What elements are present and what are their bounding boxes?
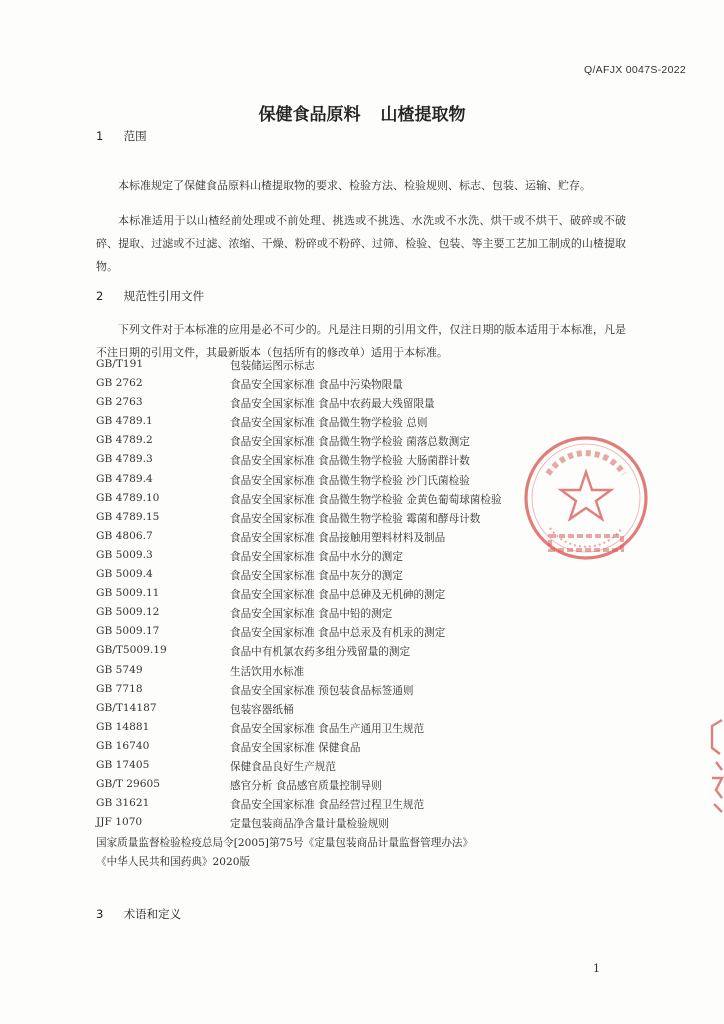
reference-code: GB 4789.10 xyxy=(96,491,160,504)
reference-code: GB 17405 xyxy=(96,758,150,771)
reference-row xyxy=(96,606,656,625)
reference-row xyxy=(96,740,656,759)
section-number: 2 xyxy=(96,289,104,303)
reference-code: GB 16740 xyxy=(96,739,150,752)
reference-row xyxy=(96,358,656,377)
scope-paragraph-2: 本标准适用于以山楂经前处理或不前处理、挑选或不挑选、水洗或不水洗、烘干或不烘干、破碎或不破碎、提取、过滤或不过滤、浓缩、干燥、粉碎或不粉碎、过筛、检验、包装、等主要工艺加工制成的山楂提取物。 xyxy=(96,214,626,273)
reference-title: 食品安全国家标准 预包装食品标签通则 xyxy=(230,684,414,697)
reference-title: 食品安全国家标准 食品中铅的测定 xyxy=(230,608,393,621)
reference-row xyxy=(96,721,656,740)
section-number: 3 xyxy=(96,907,104,921)
reference-title: 食品中有机氯农药多组分残留量的测定 xyxy=(230,646,411,659)
edge-seal-fragment xyxy=(702,718,724,816)
reference-title: 食品安全国家标准 食品中总砷及无机砷的测定 xyxy=(230,589,446,602)
reference-row xyxy=(96,816,656,835)
reference-row xyxy=(96,778,656,797)
reference-code: GB 5009.11 xyxy=(96,587,160,600)
reference-row xyxy=(96,568,656,587)
reference-code: GB/T191 xyxy=(96,358,144,370)
reference-row-extra xyxy=(96,835,656,854)
reference-code: GB 5009.3 xyxy=(96,548,153,561)
reference-code: GB 4806.7 xyxy=(96,529,153,542)
section-number: 1 xyxy=(96,129,104,143)
reference-title: 食品安全国家标准 食品生产通用卫生规范 xyxy=(230,722,425,735)
reference-code: GB 4789.15 xyxy=(96,510,160,523)
reference-code: GB 2763 xyxy=(96,396,143,409)
reference-code: GB 2762 xyxy=(96,377,143,390)
reference-code: GB 4789.3 xyxy=(96,453,153,466)
reference-row xyxy=(96,644,656,663)
reference-row xyxy=(96,625,656,644)
company-seal-stamp xyxy=(520,432,652,564)
reference-title: 食品安全国家标准 食品微生物学检验 大肠菌群计数 xyxy=(230,455,470,468)
section-title: 术语和定义 xyxy=(123,907,182,921)
document-title: 保健食品原料 山楂提取物 xyxy=(258,105,466,125)
reference-extra-text: 国家质量监督检验检疫总局令[2005]第75号《定量包装商品计量监督管理办法》 xyxy=(96,837,474,850)
scope-paragraph-1: 本标准规定了保健食品原料山楂提取物的要求、检验方法、检验规则、标志、包装、运输、贮存。 xyxy=(118,179,591,192)
reference-title: 食品安全国家标准 食品微生物学检验 沙门氏菌检验 xyxy=(230,474,470,487)
reference-title: 食品安全国家标准 食品中总汞及有机汞的测定 xyxy=(230,627,446,640)
normative-intro: 下列文件对于本标准的应用是必不可少的。凡是注日期的引用文件，仅注日期的版本适用于本标准，凡是不注日期的引用文件，其最新版本（包括所有的修改单）适用于本标准。 xyxy=(96,323,626,359)
reference-row-extra xyxy=(96,854,656,873)
reference-row xyxy=(96,702,656,721)
reference-title: 感官分析 食品感官质量控制导则 xyxy=(230,780,382,793)
reference-code: GB 5749 xyxy=(96,663,143,676)
section-heading-normative xyxy=(96,288,204,304)
reference-title: 包装储运图示标志 xyxy=(230,360,315,372)
reference-title: 食品安全国家标准 食品微生物学检验 霉菌和酵母计数 xyxy=(230,512,481,525)
reference-title: 包装容器纸桶 xyxy=(230,703,294,716)
reference-title: 食品安全国家标准 食品微生物学检验 金黄色葡萄球菌检验 xyxy=(230,493,502,506)
reference-code: GB 7718 xyxy=(96,682,143,695)
reference-extra-text: 《中华人民共和国药典》2020版 xyxy=(96,856,251,869)
page-number: 1 xyxy=(593,962,600,975)
reference-code: GB/T14187 xyxy=(96,701,157,714)
reference-title: 食品安全国家标准 保健食品 xyxy=(230,741,361,754)
reference-row xyxy=(96,759,656,778)
reference-code: GB 31621 xyxy=(96,797,150,810)
reference-title: 定量包装商品净含量计量检验规则 xyxy=(230,818,389,831)
reference-title: 食品安全国家标准 食品微生物学检验 菌落总数测定 xyxy=(230,436,470,449)
reference-code: JJF 1070 xyxy=(96,816,143,829)
reference-code: GB 4789.1 xyxy=(96,415,153,428)
section-heading-terms xyxy=(96,906,181,922)
section-title: 规范性引用文件 xyxy=(123,289,205,303)
reference-row xyxy=(96,683,656,702)
reference-title: 食品安全国家标准 食品微生物学检验 总则 xyxy=(230,417,428,430)
reference-code: GB 4789.2 xyxy=(96,434,153,447)
reference-title: 食品安全国家标准 食品中农药最大残留限量 xyxy=(230,398,435,411)
reference-title: 食品安全国家标准 食品经营过程卫生规范 xyxy=(230,799,425,812)
reference-code: GB 5009.12 xyxy=(96,606,160,619)
reference-title: 食品安全国家标准 食品中污染物限量 xyxy=(230,379,403,392)
reference-title: 保健食品良好生产规范 xyxy=(230,760,336,773)
reference-code: GB/T 29605 xyxy=(96,778,160,791)
reference-row xyxy=(96,377,656,396)
section-heading-scope xyxy=(96,128,147,144)
document-code: Q/AFJX 0047S-2022 xyxy=(584,64,686,76)
reference-row xyxy=(96,797,656,816)
reference-title: 食品安全国家标准 食品接触用塑料材料及制品 xyxy=(230,531,446,544)
reference-code: GB 4789.4 xyxy=(96,472,153,485)
reference-row xyxy=(96,396,656,415)
reference-title: 食品安全国家标准 食品中水分的测定 xyxy=(230,550,403,563)
reference-row xyxy=(96,664,656,683)
reference-code: GB 5009.4 xyxy=(96,568,153,581)
reference-code: GB 14881 xyxy=(96,720,150,733)
section-title: 范围 xyxy=(123,129,147,143)
reference-title: 食品安全国家标准 食品中灰分的测定 xyxy=(230,570,403,583)
reference-row xyxy=(96,587,656,606)
reference-code: GB/T5009.19 xyxy=(96,644,167,657)
reference-code: GB 5009.17 xyxy=(96,625,160,638)
reference-title: 生活饮用水标准 xyxy=(230,665,305,678)
